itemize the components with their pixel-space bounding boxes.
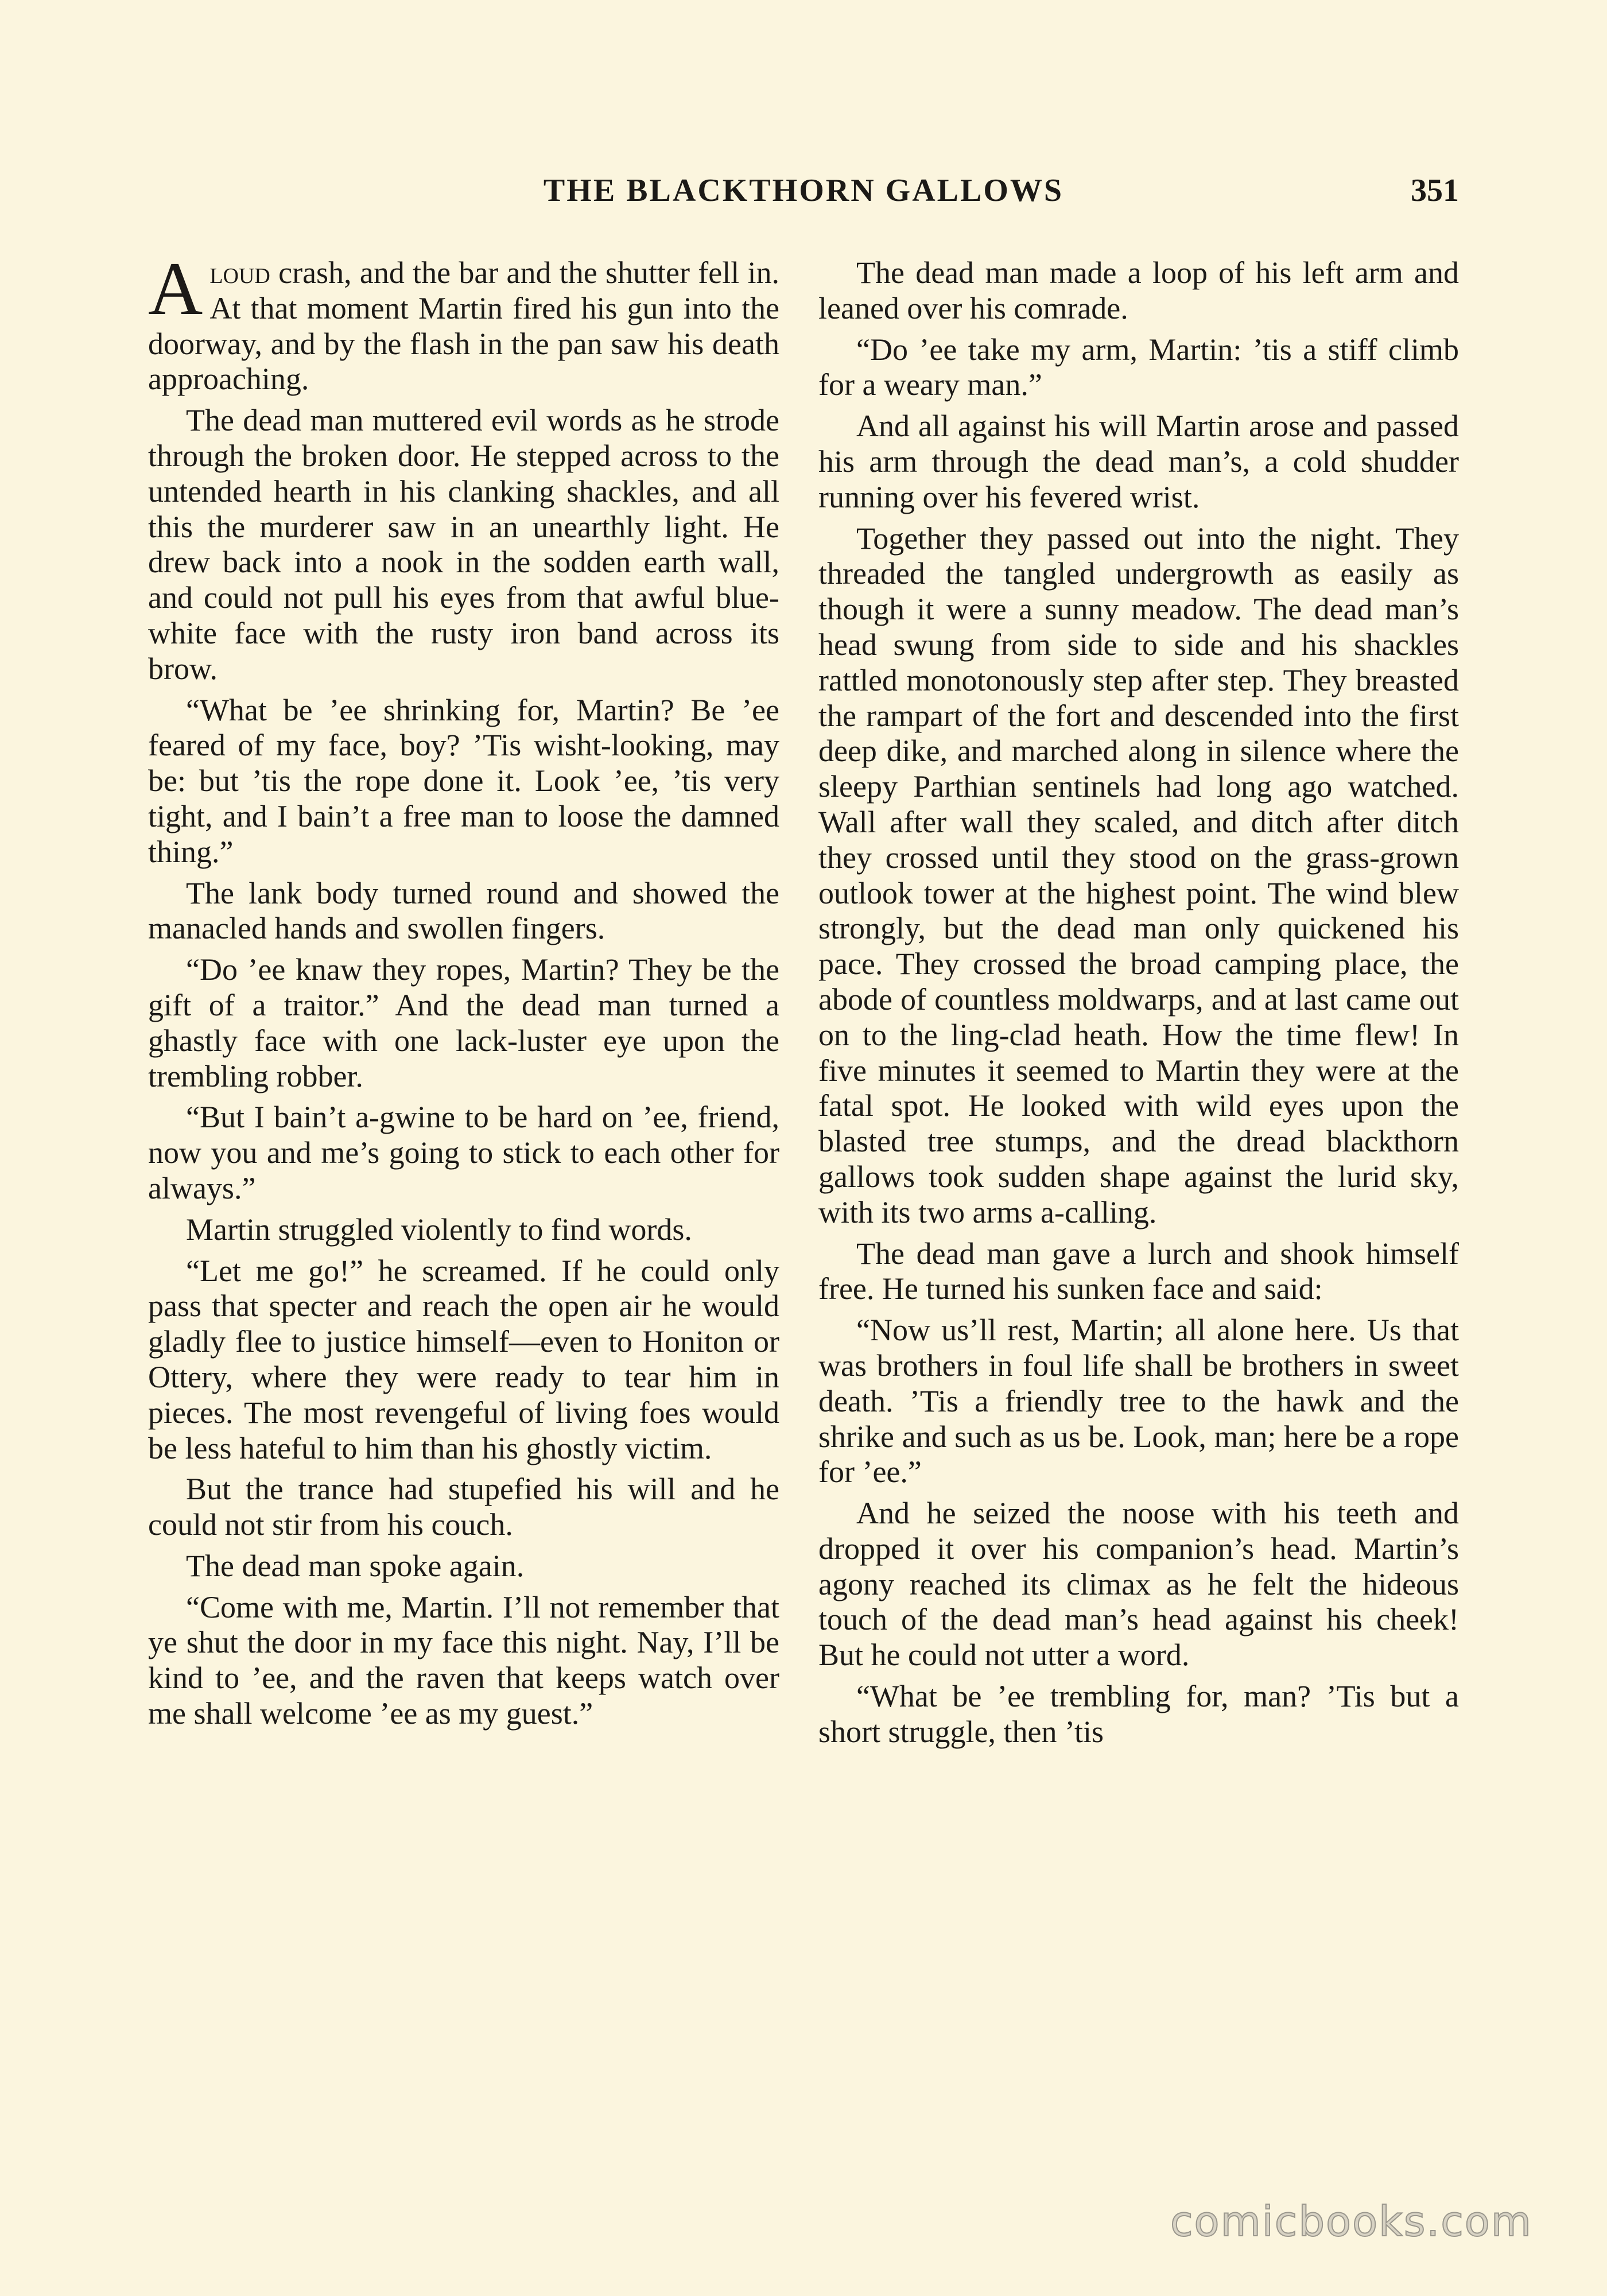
page-header [148, 172, 1459, 218]
opening-paragraph [148, 246, 779, 397]
watermark: comicbooks.com [1170, 2197, 1532, 2245]
paragraph: “Let me go!” he screamed. If he could only pass that specter and reach the open air he would gladly flee to justice himself—even to Honiton or Ottery, where they were ready to tear him in pieces. The most revengeful of living foes would be less hateful to him than his ghostly victim. [148, 1253, 779, 1465]
paragraph: “Do ’ee take my arm, Martin: ’tis a stiff climb for a weary man.” [818, 332, 1459, 402]
paragraph: “What be ’ee trembling for, man? ’Tis but a short struggle, then ’tis [818, 1679, 1459, 1749]
running-title: THE BLACKTHORN GALLOWS [543, 173, 1064, 208]
opening-text: crash, and the bar and the shutter fell in. At that moment Martin fired his gun into the doorway, and by the flash in the pan saw his death approaching. [148, 255, 779, 397]
paragraph: “Now us’ll rest, Martin; all alone here. Us that was brothers in foul life shall be brothers in sweet death. ’Tis a friendly tree to the hawk and the shrike and such as us be. Look, man; here be a rope for ’ee.” [818, 1313, 1459, 1490]
paragraph: “But I bain’t a-gwine to be hard on ’ee, friend, now you and me’s going to stick to each other for always.” [148, 1100, 779, 1205]
right-column [818, 255, 1459, 1756]
paragraph: The lank body turned round and showed the manacled hands and swollen fingers. [148, 875, 779, 946]
paragraph: Martin struggled violently to find words. [186, 1212, 692, 1247]
paragraph: Together they passed out into the night. They threaded the tangled undergrowth as easily as though it were a sunny meadow. The dead man’s head swung from side to side and his shackles rattled monotonously step after step. They breasted the rampart of the fort and descended into the first deep dike, and marched along in silence where the sleepy Parthian sentinels had long ago watched. Wall after wall they scaled, and ditch after ditch they crossed until they stood on the grass-grown outlook tower at the highest point. The wind blew strongly, but the dead man only quickened his pace. They crossed the broad camping place, the abode of countless moldwarps, and at last came out on to the ling-clad heath. How the time flew! In five minutes it seemed to Martin they were at the fatal spot. He looked with wild eyes upon the blasted tree stumps, and the dread blackthorn gallows took sudden shape against the lurid sky, with its two arms a-calling. [818, 521, 1459, 1230]
drop-cap: A [148, 246, 203, 331]
paragraph: “Do ’ee knaw they ropes, Martin? They be the gift of a traitor.” And the dead man turned a ghastly face with one lack-luster eye upon the trembling robber. [148, 952, 779, 1093]
page-number: 351 [1411, 173, 1459, 208]
opening-small-caps: loud [209, 255, 270, 290]
left-column [148, 246, 779, 1737]
paragraph: And all against his will Martin arose and passed his arm through the dead man’s, a cold shudder running over his fevered wrist. [818, 409, 1459, 514]
paragraph: The dead man spoke again. [186, 1548, 525, 1583]
paragraph: But the trance had stupefied his will and he could not stir from his couch. [148, 1472, 779, 1542]
paragraph: The dead man gave a lurch and shook himself free. He turned his sunken face and said: [818, 1236, 1459, 1306]
paragraph: The dead man made a loop of his left arm and leaned over his comrade. [818, 255, 1459, 325]
paragraph: And he seized the noose with his teeth and dropped it over his companion’s head. Martin’s agony reached its climax as he felt the hideous touch of the dead man’s head against his cheek! But he could not utter a word. [818, 1496, 1459, 1673]
paragraph: The dead man muttered evil words as he strode through the broken door. He stepped across to the untended hearth in his clanking shackles, and all this the murderer saw in an unearthly light. He drew back into a nook in the sodden earth wall, and could not pull his eyes from that awful blue-white face with the rusty iron band across its brow. [148, 403, 779, 686]
paragraph: “What be ’ee shrinking for, Martin? Be ’ee feared of my face, boy? ’Tis wisht-looking, may be: but ’tis the rope done it. Look ’ee, ’tis very tight, and I bain’t a free man to loose the damned thing.” [148, 692, 779, 869]
paragraph: “Come with me, Martin. I’ll not remember that ye shut the door in my face this night. Nay, I’ll be kind to ’ee, and the raven that keeps watch over me shall welcome ’ee as my guest.” [148, 1589, 779, 1731]
